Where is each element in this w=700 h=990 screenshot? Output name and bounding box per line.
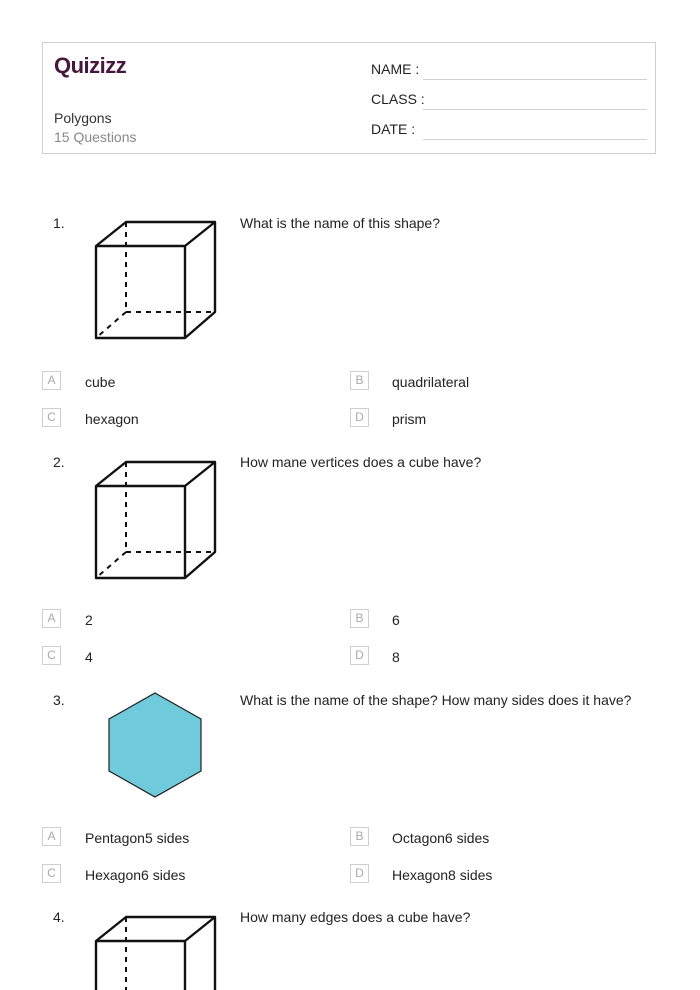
question-number: 2. [53, 454, 65, 470]
date-line [423, 139, 647, 140]
question-text: What is the name of the shape? How many sides does it have? [240, 692, 632, 708]
question-number: 4. [53, 909, 65, 925]
name-label: NAME : [371, 61, 420, 77]
hexagon-icon [106, 691, 204, 799]
option-b-text: 6 [392, 612, 400, 628]
cube-icon [90, 911, 220, 990]
option-d-box[interactable]: D [350, 646, 369, 665]
option-a-box[interactable]: A [42, 371, 61, 390]
option-c-text: 4 [85, 649, 93, 665]
worksheet-header [42, 42, 656, 154]
class-line [423, 109, 647, 110]
option-a-box[interactable]: A [42, 609, 61, 628]
option-d-box[interactable]: D [350, 408, 369, 427]
question-text: How many edges does a cube have? [240, 909, 471, 925]
question-number: 3. [53, 692, 65, 708]
option-b-text: quadrilateral [392, 374, 470, 390]
option-a-text: Pentagon5 sides [85, 830, 190, 846]
option-a-text: 2 [85, 612, 93, 628]
name-line [423, 79, 647, 80]
option-b-text: Octagon6 sides [392, 830, 490, 846]
quiz-title: Polygons [54, 110, 112, 126]
option-c-box[interactable]: C [42, 864, 61, 883]
option-a-text: cube [85, 374, 116, 390]
option-a-box[interactable]: A [42, 827, 61, 846]
cube-icon [90, 216, 220, 342]
question-number: 1. [53, 215, 65, 231]
option-b-box[interactable]: B [350, 609, 369, 628]
option-c-box[interactable]: C [42, 408, 61, 427]
class-label: CLASS : [371, 91, 425, 107]
option-b-box[interactable]: B [350, 827, 369, 846]
question-text: What is the name of this shape? [240, 215, 440, 231]
option-d-text: prism [392, 411, 427, 427]
quizizz-logo: Quizizz [54, 53, 127, 78]
cube-icon [90, 456, 220, 582]
date-label: DATE : [371, 121, 416, 137]
option-d-text: 8 [392, 649, 400, 665]
option-d-box[interactable]: D [350, 864, 369, 883]
option-c-text: hexagon [85, 411, 139, 427]
question-text: How mane vertices does a cube have? [240, 454, 482, 470]
option-d-text: Hexagon8 sides [392, 867, 493, 883]
question-count: 15 Questions [54, 129, 137, 145]
option-c-box[interactable]: C [42, 646, 61, 665]
option-c-text: Hexagon6 sides [85, 867, 186, 883]
option-b-box[interactable]: B [350, 371, 369, 390]
